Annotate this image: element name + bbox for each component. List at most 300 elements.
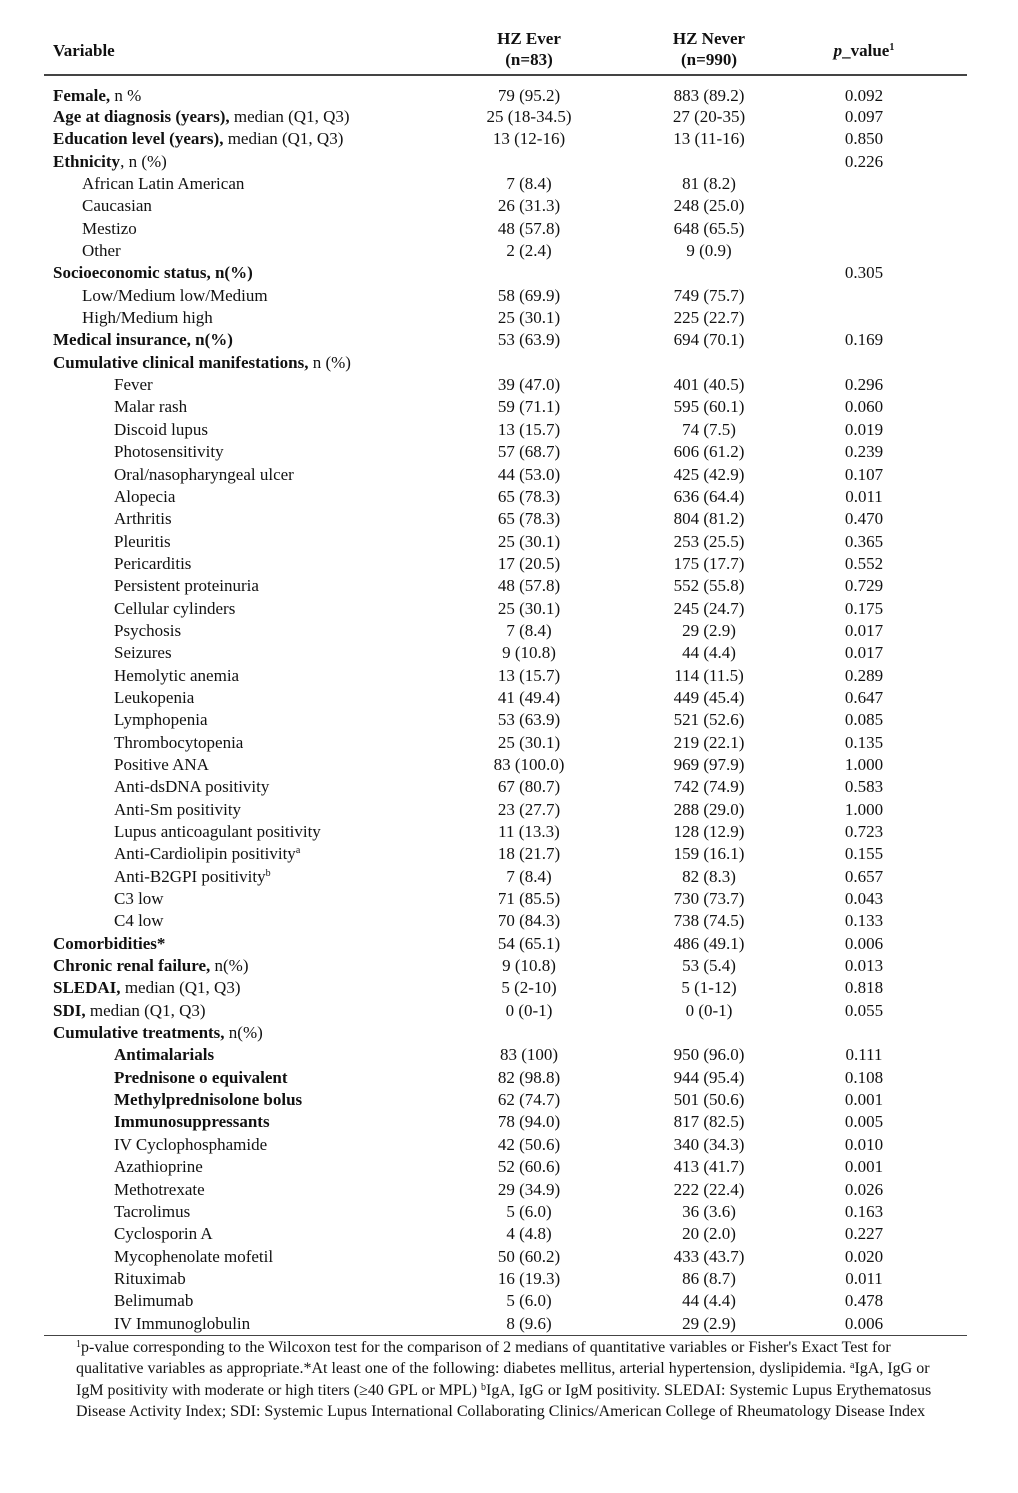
table-row xyxy=(44,1134,967,1156)
hz-ever-value: 2 (2.4) xyxy=(506,241,552,261)
variable-superscript: a xyxy=(295,845,301,857)
row-variable xyxy=(114,1134,267,1156)
table-row xyxy=(44,955,967,977)
variable-text: Oral/nasopharyngeal ulcer xyxy=(114,464,294,484)
hz-never-value: 44 (4.4) xyxy=(682,1291,736,1311)
p-value: 0.108 xyxy=(844,1067,884,1087)
variable-text: n(%) xyxy=(224,1023,263,1043)
hz-ever-value: 59 (71.1) xyxy=(497,397,561,417)
row-variable xyxy=(53,106,350,128)
p-value: 0.055 xyxy=(844,1000,884,1020)
p-value: 0.729 xyxy=(844,576,884,596)
variable-bold: Cumulative treatments, xyxy=(53,1023,225,1043)
variable-text: Leukopenia xyxy=(114,687,195,707)
row-variable xyxy=(114,1156,203,1178)
p-value: 0.011 xyxy=(845,1268,883,1288)
table-row xyxy=(44,888,967,910)
hz-ever-value: 16 (19.3) xyxy=(497,1268,561,1288)
variable-bold: SDI, xyxy=(53,1000,86,1020)
variable-text: Mestizo xyxy=(82,218,137,238)
variable-text: Azathioprine xyxy=(114,1157,203,1177)
hz-never-value: 636 (64.4) xyxy=(673,486,745,506)
table-row xyxy=(44,799,967,821)
footnote-text-1: p-value corresponding to the Wilcoxon test for the comparison of 2 medians of quantitative variables or Fisher's Exact Test for qualitative variables as appropriate.*At least one of the following: diabetes mellitus, arterial hypertension, dyslipidemia. xyxy=(76,1338,891,1378)
row-variable xyxy=(82,218,137,240)
p-value: 0.133 xyxy=(844,911,884,931)
hz-ever-value: 79 (95.2) xyxy=(497,86,561,105)
table-footnote xyxy=(44,1337,967,1423)
variable-text: n (%) xyxy=(308,352,351,372)
hz-never-value: 950 (96.0) xyxy=(673,1045,745,1065)
hz-never-value: 521 (52.6) xyxy=(673,710,745,730)
p-value: 0.478 xyxy=(844,1291,884,1311)
p-value: 0.818 xyxy=(844,978,884,998)
p-value: 0.657 xyxy=(844,866,884,886)
p-value: 0.010 xyxy=(844,1134,884,1154)
header-hz-ever xyxy=(464,28,594,70)
table-row xyxy=(44,977,967,999)
hz-never-value: 501 (50.6) xyxy=(673,1090,745,1110)
hz-ever-value: 41 (49.4) xyxy=(497,687,561,707)
variable-bold: Socioeconomic status, n(%) xyxy=(53,263,253,283)
p-value: 0.026 xyxy=(844,1179,884,1199)
hz-never-value: 5 (1-12) xyxy=(681,978,737,998)
row-variable xyxy=(114,553,191,575)
p-value: 0.005 xyxy=(844,1112,884,1132)
hz-never-value: 27 (20-35) xyxy=(672,107,746,126)
header-hz-ever-n: (n=83) xyxy=(505,50,553,69)
row-variable xyxy=(53,933,165,955)
row-variable xyxy=(114,821,321,843)
hz-ever-value: 54 (65.1) xyxy=(497,933,561,953)
p-value: 1.000 xyxy=(844,754,884,774)
footnote-text-3: IgA, IgG or IgM positivity. SLEDAI: Systemic Lupus Erythematosus Disease Activity Index; SDI: Systemic Lupus International Collaborating Clinics/American College of Rheumatology Disease Index xyxy=(76,1381,932,1421)
row-variable xyxy=(53,955,248,977)
header-hz-never-label: HZ Never xyxy=(672,29,746,48)
table-row xyxy=(44,307,967,329)
row-variable xyxy=(114,1201,190,1223)
header-hz-never-n: (n=990) xyxy=(681,50,737,69)
variable-text: Psychosis xyxy=(114,620,182,640)
table-row xyxy=(44,598,967,620)
p-value: 0.017 xyxy=(844,643,884,663)
variable-bold: Antimalarials xyxy=(114,1045,215,1065)
p-value: 0.001 xyxy=(844,1157,884,1177)
row-variable xyxy=(114,396,187,418)
hz-never-value: 944 (95.4) xyxy=(673,1067,745,1087)
table-row xyxy=(44,642,967,664)
table-row xyxy=(44,553,967,575)
variable-text: n % xyxy=(110,86,142,105)
hz-ever-value: 5 (6.0) xyxy=(506,1201,552,1221)
p-value: 0.169 xyxy=(844,330,884,350)
table-row xyxy=(44,285,967,307)
hz-never-value: 401 (40.5) xyxy=(673,375,745,395)
p-value: 0.111 xyxy=(845,1045,883,1065)
variable-text: Anti-B2GPI positivity xyxy=(114,866,266,886)
hz-never-value: 425 (42.9) xyxy=(673,464,745,484)
hz-ever-value: 58 (69.9) xyxy=(497,285,561,305)
p-value: 0.647 xyxy=(844,687,884,707)
hz-never-value: 53 (5.4) xyxy=(682,956,736,976)
header-hz-ever-label: HZ Ever xyxy=(497,29,561,48)
header-p-sup: 1 xyxy=(889,42,895,53)
hz-never-value: 13 (11-16) xyxy=(673,129,745,149)
table-row xyxy=(44,933,967,955)
row-variable xyxy=(114,1089,302,1111)
row-variable xyxy=(114,799,241,821)
hz-never-value: 245 (24.7) xyxy=(673,598,745,618)
variable-text: IV Immunoglobulin xyxy=(114,1313,251,1333)
row-variable xyxy=(82,173,244,195)
hz-ever-value: 62 (74.7) xyxy=(497,1090,561,1110)
row-variable xyxy=(114,687,194,709)
hz-never-value: 114 (11.5) xyxy=(674,665,744,685)
p-value: 0.097 xyxy=(844,107,884,126)
row-variable xyxy=(114,374,153,396)
hz-ever-value: 18 (21.7) xyxy=(497,844,561,864)
hz-ever-value: 83 (100.0) xyxy=(493,754,565,774)
hz-never-value: 648 (65.5) xyxy=(673,218,745,238)
hz-never-value: 20 (2.0) xyxy=(682,1224,736,1244)
hz-ever-value: 5 (2-10) xyxy=(501,978,557,998)
row-variable xyxy=(53,1022,263,1044)
variable-text: IV Cyclophosphamide xyxy=(114,1134,268,1154)
hz-ever-value: 53 (63.9) xyxy=(497,330,561,350)
hz-ever-value: 42 (50.6) xyxy=(497,1134,561,1154)
row-variable xyxy=(82,307,213,329)
table-row xyxy=(44,665,967,687)
variable-text: Rituximab xyxy=(114,1268,186,1288)
table-row xyxy=(44,1067,967,1089)
variable-bold: Ethnicity xyxy=(53,151,121,171)
hz-ever-value: 82 (98.8) xyxy=(497,1067,561,1087)
variable-text: Discoid lupus xyxy=(114,419,208,439)
row-variable xyxy=(114,888,164,910)
hz-ever-value: 57 (68.7) xyxy=(497,442,561,462)
row-variable xyxy=(53,262,253,284)
hz-never-value: 433 (43.7) xyxy=(673,1246,745,1266)
variable-text: Tacrolimus xyxy=(114,1201,191,1221)
hz-never-value: 86 (8.7) xyxy=(682,1268,736,1288)
variable-text: Photosensitivity xyxy=(114,442,224,462)
variable-text: African Latin American xyxy=(82,174,245,194)
variable-bold: Comorbidities* xyxy=(53,933,166,953)
table-row xyxy=(44,687,967,709)
row-variable xyxy=(114,1223,213,1245)
p-value: 0.020 xyxy=(844,1246,884,1266)
variable-bold: Education level (years), xyxy=(53,129,224,149)
row-variable xyxy=(82,240,121,262)
hz-never-value: 742 (74.9) xyxy=(673,777,745,797)
hz-ever-value: 13 (12-16) xyxy=(492,129,566,149)
table-row xyxy=(44,173,967,195)
variable-text: Positive ANA xyxy=(114,754,209,774)
row-variable xyxy=(114,441,224,463)
variable-text: C4 low xyxy=(114,911,164,931)
p-value: 0.006 xyxy=(844,1313,884,1333)
hz-never-value: 413 (41.7) xyxy=(673,1157,745,1177)
variable-text: Belimumab xyxy=(114,1291,194,1311)
variable-text: Anti-dsDNA positivity xyxy=(114,777,270,797)
header-variable: Variable xyxy=(53,41,115,60)
table-row xyxy=(44,262,967,284)
hz-ever-value: 25 (30.1) xyxy=(497,308,561,328)
hz-never-value: 44 (4.4) xyxy=(682,643,736,663)
hz-ever-value: 9 (10.8) xyxy=(502,956,556,976)
table-row xyxy=(44,1044,967,1066)
hz-never-value: 248 (25.0) xyxy=(673,196,745,216)
hz-ever-value: 48 (57.8) xyxy=(497,576,561,596)
variable-bold: Chronic renal failure, xyxy=(53,956,211,976)
hz-never-value: 222 (22.4) xyxy=(673,1179,745,1199)
header-p-value xyxy=(799,40,929,61)
variable-text: Alopecia xyxy=(114,486,176,506)
p-value: 0.289 xyxy=(844,665,884,685)
hz-never-value: 694 (70.1) xyxy=(673,330,745,350)
table-row xyxy=(44,352,967,374)
table-row xyxy=(44,329,967,351)
variable-text: Anti-Cardiolipin positivity xyxy=(114,844,296,864)
p-value: 0.305 xyxy=(844,263,884,283)
row-variable xyxy=(53,329,233,351)
hz-never-value: 225 (22.7) xyxy=(673,308,745,328)
table-row xyxy=(44,1022,967,1044)
table-row xyxy=(44,620,967,642)
row-variable xyxy=(114,754,209,776)
variable-text: median (Q1, Q3) xyxy=(223,129,344,149)
hz-ever-value: 29 (34.9) xyxy=(497,1179,561,1199)
header-p-rest: _value xyxy=(842,41,890,60)
hz-ever-value: 0 (0-1) xyxy=(505,1000,553,1020)
row-variable xyxy=(114,1111,270,1133)
variable-text: Methotrexate xyxy=(114,1179,205,1199)
hz-ever-value: 13 (15.7) xyxy=(497,419,561,439)
row-variable xyxy=(82,195,152,217)
variable-text: Caucasian xyxy=(82,196,152,216)
row-variable xyxy=(114,910,164,932)
row-variable xyxy=(114,575,259,597)
table-row xyxy=(44,464,967,486)
hz-ever-value: 9 (10.8) xyxy=(502,643,556,663)
variable-text: Other xyxy=(82,241,121,261)
hz-ever-value: 5 (6.0) xyxy=(506,1291,552,1311)
hz-ever-value: 13 (15.7) xyxy=(497,665,561,685)
table-row xyxy=(44,575,967,597)
table-row xyxy=(44,374,967,396)
table-bottom-rule xyxy=(44,1335,967,1336)
hz-never-value: 449 (45.4) xyxy=(673,687,745,707)
hz-ever-value: 25 (18-34.5) xyxy=(486,107,572,126)
p-value: 0.552 xyxy=(844,553,884,573)
table-row xyxy=(44,531,967,553)
footnote-text-2: IgA, IgG or IgM positivity with moderate or high titers (≥40 GPL or MPL) xyxy=(76,1360,930,1399)
variable-text: median (Q1, Q3) xyxy=(229,107,350,126)
variable-bold: SLEDAI, xyxy=(53,978,121,998)
hz-never-value: 159 (16.1) xyxy=(673,844,745,864)
row-variable xyxy=(114,776,269,798)
variable-bold: Methylprednisolone bolus xyxy=(114,1090,303,1110)
p-value: 0.060 xyxy=(844,397,884,417)
hz-ever-value: 23 (27.7) xyxy=(497,799,561,819)
variable-text: High/Medium high xyxy=(82,308,213,328)
variable-text: Arthritis xyxy=(114,509,172,529)
variable-text: Lymphopenia xyxy=(114,710,208,730)
p-value: 0.583 xyxy=(844,777,884,797)
p-value: 0.017 xyxy=(844,620,884,640)
variable-text: median (Q1, Q3) xyxy=(120,978,241,998)
table-row xyxy=(44,843,967,865)
hz-never-value: 82 (8.3) xyxy=(682,866,736,886)
p-value: 0.001 xyxy=(844,1090,884,1110)
header-p-italic: p xyxy=(833,41,843,60)
variable-text: Pericarditis xyxy=(114,553,192,573)
hz-ever-value: 4 (4.8) xyxy=(506,1224,552,1244)
table-row xyxy=(44,866,967,888)
hz-never-value: 0 (0-1) xyxy=(685,1000,733,1020)
variable-text: n(%) xyxy=(210,956,249,976)
hz-ever-value: 26 (31.3) xyxy=(497,196,561,216)
variable-bold: Female, xyxy=(53,86,111,105)
table-row xyxy=(44,441,967,463)
p-value: 0.155 xyxy=(844,844,884,864)
row-variable xyxy=(53,128,343,150)
hz-ever-value: 50 (60.2) xyxy=(497,1246,561,1266)
header-hz-never xyxy=(644,28,774,70)
table-row xyxy=(44,1111,967,1133)
hz-ever-value: 52 (60.6) xyxy=(497,1157,561,1177)
footnote-sup-1: 1 xyxy=(76,1338,81,1350)
hz-ever-value: 17 (20.5) xyxy=(497,553,561,573)
table-body xyxy=(44,76,967,1335)
row-variable xyxy=(114,1290,193,1312)
row-variable xyxy=(53,1000,206,1022)
hz-ever-value: 25 (30.1) xyxy=(497,598,561,618)
p-value: 0.006 xyxy=(844,933,884,953)
hz-ever-value: 25 (30.1) xyxy=(497,531,561,551)
table-row xyxy=(44,240,967,262)
table-row xyxy=(44,1000,967,1022)
p-value: 0.470 xyxy=(844,509,884,529)
hz-never-value: 29 (2.9) xyxy=(682,620,736,640)
table-row xyxy=(44,754,967,776)
variable-superscript: b xyxy=(265,867,271,879)
p-value: 0.850 xyxy=(844,129,884,149)
table-row xyxy=(44,195,967,217)
row-variable xyxy=(114,598,235,620)
table-row xyxy=(44,1290,967,1312)
row-variable xyxy=(114,620,181,642)
hz-never-value: 74 (7.5) xyxy=(682,419,736,439)
row-variable xyxy=(114,464,294,486)
variable-text: , n (%) xyxy=(120,151,167,171)
row-variable xyxy=(114,866,271,888)
hz-never-value: 486 (49.1) xyxy=(673,933,745,953)
p-value: 0.239 xyxy=(844,442,884,462)
hz-never-value: 29 (2.9) xyxy=(682,1313,736,1333)
table-row xyxy=(44,732,967,754)
row-variable xyxy=(53,151,167,173)
hz-ever-value: 7 (8.4) xyxy=(506,174,552,194)
hz-never-value: 883 (89.2) xyxy=(673,86,745,105)
hz-ever-value: 83 (100) xyxy=(499,1045,559,1065)
hz-ever-value: 78 (94.0) xyxy=(497,1112,561,1132)
hz-ever-value: 70 (84.3) xyxy=(497,911,561,931)
table-row xyxy=(44,76,967,106)
row-variable xyxy=(114,709,207,731)
p-value: 1.000 xyxy=(844,799,884,819)
table-row xyxy=(44,910,967,932)
hz-never-value: 175 (17.7) xyxy=(673,553,745,573)
hz-ever-value: 7 (8.4) xyxy=(506,866,552,886)
p-value: 0.043 xyxy=(844,889,884,909)
table-row xyxy=(44,151,967,173)
hz-ever-value: 39 (47.0) xyxy=(497,375,561,395)
hz-ever-value: 71 (85.5) xyxy=(497,889,561,909)
row-variable xyxy=(82,285,268,307)
p-value: 0.226 xyxy=(844,151,884,171)
table-row xyxy=(44,396,967,418)
hz-never-value: 969 (97.9) xyxy=(673,754,745,774)
table-row xyxy=(44,821,967,843)
variable-text: Pleuritis xyxy=(114,531,171,551)
hz-never-value: 253 (25.5) xyxy=(673,531,745,551)
table-row xyxy=(44,508,967,530)
hz-never-value: 606 (61.2) xyxy=(673,442,745,462)
variable-text: C3 low xyxy=(114,889,164,909)
table-row xyxy=(44,486,967,508)
variable-text: Low/Medium low/Medium xyxy=(82,285,268,305)
p-value: 0.107 xyxy=(844,464,884,484)
hz-never-value: 9 (0.9) xyxy=(686,241,732,261)
hz-ever-value: 53 (63.9) xyxy=(497,710,561,730)
row-variable xyxy=(114,642,172,664)
row-variable xyxy=(114,419,208,441)
row-variable xyxy=(114,665,239,687)
table-row xyxy=(44,776,967,798)
row-variable xyxy=(114,1313,250,1335)
hz-ever-value: 25 (30.1) xyxy=(497,732,561,752)
row-variable xyxy=(53,977,240,999)
hz-ever-value: 67 (80.7) xyxy=(497,777,561,797)
p-value: 0.019 xyxy=(844,419,884,439)
variable-text: Persistent proteinuria xyxy=(114,576,259,596)
row-variable xyxy=(114,1067,287,1089)
row-variable xyxy=(114,1246,273,1268)
variable-text: Thrombocytopenia xyxy=(114,732,244,752)
p-value: 0.296 xyxy=(844,375,884,395)
row-variable xyxy=(114,1179,205,1201)
variable-text: Malar rash xyxy=(114,397,188,417)
hz-never-value: 36 (3.6) xyxy=(682,1201,736,1221)
p-value: 0.163 xyxy=(844,1201,884,1221)
hz-never-value: 749 (75.7) xyxy=(673,285,745,305)
table-header xyxy=(44,26,967,76)
hz-ever-value: 8 (9.6) xyxy=(506,1313,552,1333)
hz-ever-value: 48 (57.8) xyxy=(497,218,561,238)
hz-never-value: 81 (8.2) xyxy=(682,174,736,194)
variable-text: Mycophenolate mofetil xyxy=(114,1246,274,1266)
variable-text: Hemolytic anemia xyxy=(114,665,240,685)
variable-bold: Prednisone o equivalent xyxy=(114,1067,288,1087)
variable-text: Lupus anticoagulant positivity xyxy=(114,822,321,841)
p-value: 0.365 xyxy=(844,531,884,551)
row-variable xyxy=(114,508,172,530)
table-row xyxy=(44,419,967,441)
hz-ever-value: 65 (78.3) xyxy=(497,509,561,529)
p-value: 0.092 xyxy=(844,86,884,105)
table-row xyxy=(44,106,967,128)
